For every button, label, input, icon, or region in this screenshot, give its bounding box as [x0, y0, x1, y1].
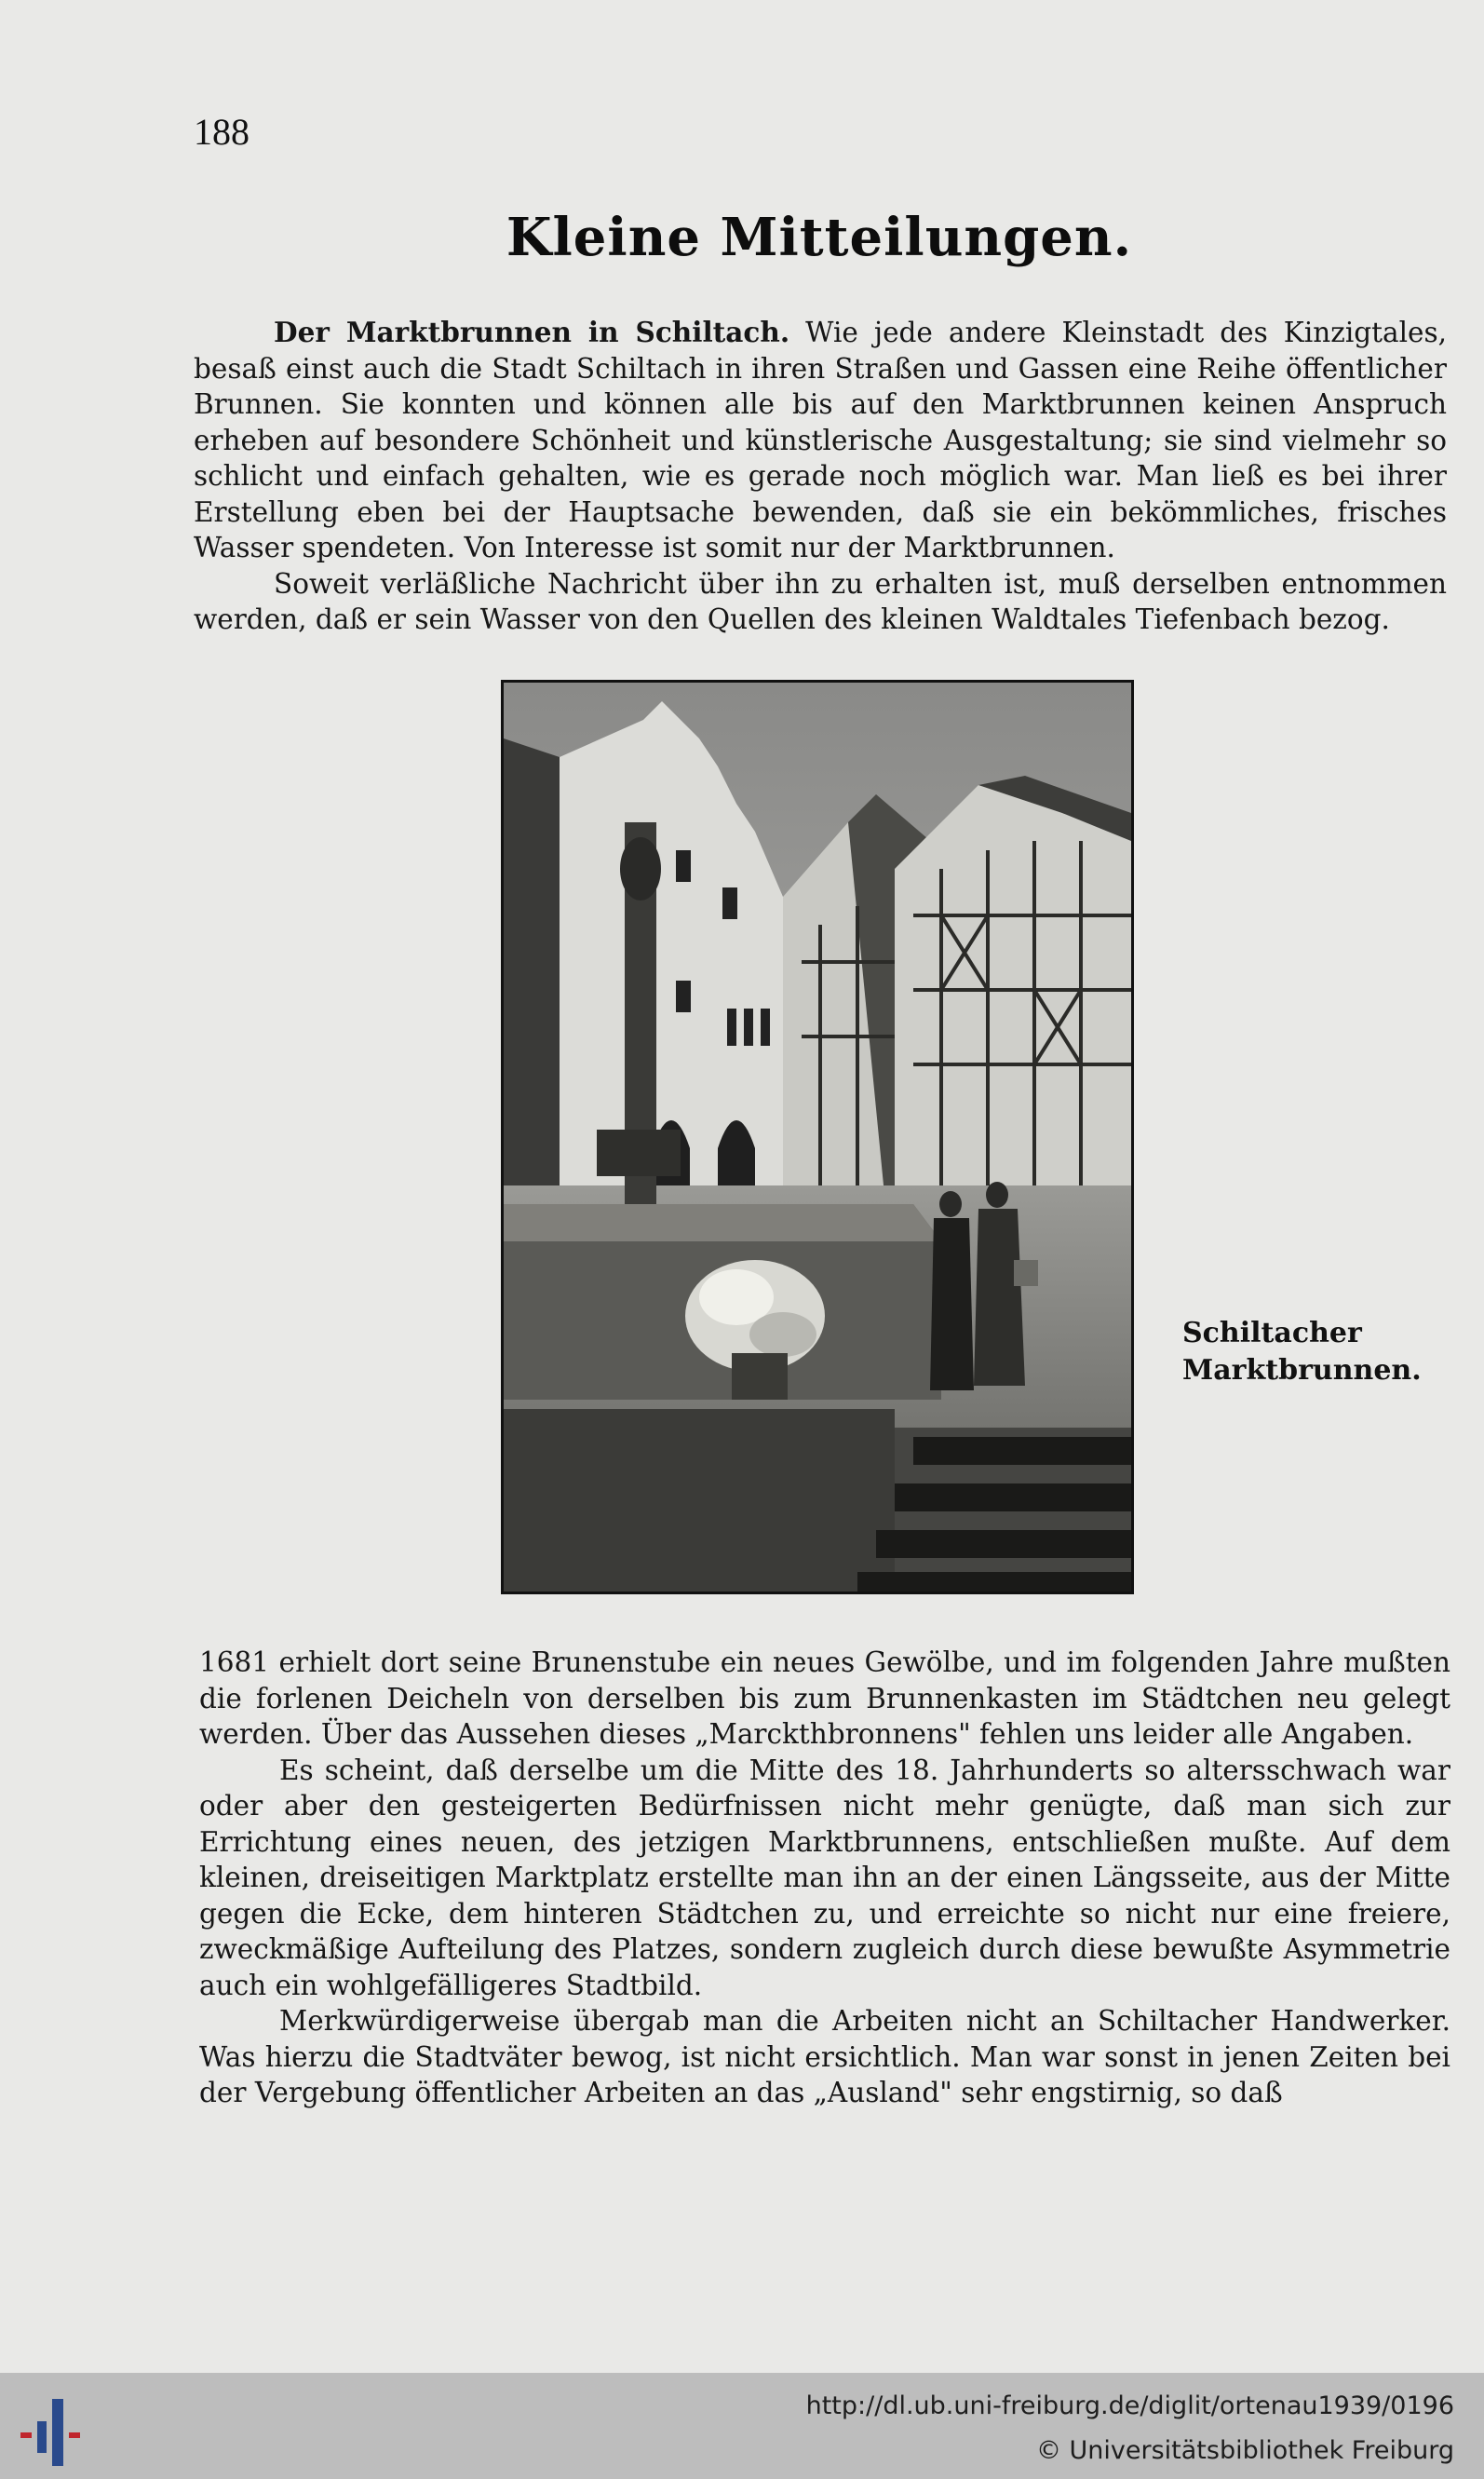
page-number: 188: [194, 111, 250, 153]
photo-illustration: [504, 683, 1131, 1592]
article-paragraph: 1681 erhielt dort seine Brunenstube ein neues Gewölbe, und im folgenden Jahre mußten die forlenen Deicheln von derselben bis zum Brunnenkasten im Städtchen neu gelegt werden. Über das Aussehen dieses „Marckthbronnens" fehlen uns leider alle Angaben.: [199, 1646, 1450, 1750]
section-heading: Kleine Mitteilungen.: [506, 207, 1133, 268]
logo-bar: [69, 2432, 80, 2438]
logo-bar: [37, 2421, 47, 2453]
copyright-notice: © Universitätsbibliothek Freiburg: [1035, 2436, 1454, 2465]
article-paragraph: Es scheint, daß derselbe um die Mitte des 18. Jahrhunderts so altersschwach war oder aber den gesteigerten Bedürfnissen nicht mehr genügte, daß man sich zur Errichtung eines neuen, des jetzigen Marktbrunnens, entschließen mußte. Auf dem kleinen, dreiseitigen Marktplatz erstellte man ihn an der einen Längsseite, aus der Mitte gegen die Ecke, dem hinteren Städtchen zu, und erreichte so nicht nur eine freiere, zweckmäßige Aufteilung des Platzes, sondern zugleich durch diese bewußte Asymmetrie auch ein wohlgefälligeres Stadtbild.: [199, 1754, 1450, 2001]
logo-bar: [20, 2432, 32, 2438]
viewer-footer: [0, 2373, 1484, 2479]
logo-bar: [52, 2399, 63, 2466]
paragraph-text: Wie jede andere Kleinstadt des Kinzigtales, besaß einst auch die Stadt Schiltach in ihren Straßen und Gassen eine Reihe öffentlicher Brunnen. Sie konnten und können alle bis auf den Marktbrunnen keinen Anspruch erheben auf besondere Schönheit und künstlerische Ausgestaltung; sie sind vielmehr so schlicht und einfach gehalten, wie es gerade noch möglich war. Man ließ es bei ihrer Erstellung eben bei der Hauptsache bewenden, daß sie ein bekömmliches, frisches Wasser spendeten. Von Interesse ist somit nur der Marktbrunnen.: [194, 317, 1447, 563]
library-logo-icon: [19, 2393, 93, 2468]
article-paragraph: [194, 315, 1447, 566]
photo-caption: [1182, 1315, 1422, 1389]
caption-line: Marktbrunnen.: [1182, 1354, 1422, 1387]
permalink-url[interactable]: http://dl.ub.uni-freiburg.de/diglit/ortenau1939/0196: [805, 2391, 1454, 2420]
article-paragraph: Soweit verläßliche Nachricht über ihn zu erhalten ist, muß derselben entnommen werden, daß er sein Wasser von den Quellen des kleinen Waldtales Tiefenbach bezog.: [194, 567, 1447, 635]
article-text-bottom: [199, 1645, 1450, 2111]
marketplace-fountain-photo: [501, 680, 1134, 1594]
article-paragraph: Merkwürdigerweise übergab man die Arbeiten nicht an Schiltacher Handwerker. Was hierzu die Stadtväter bewog, ist nicht ersichtlich. Man war sonst in jenen Zeiten bei der Vergebung öffentlicher Arbeiten an das „Ausland" sehr engstirnig, so daß: [199, 2005, 1450, 2108]
article-text-top: [194, 315, 1447, 638]
caption-line: Schiltacher: [1182, 1317, 1362, 1349]
article-lead-title: Der Marktbrunnen in Schiltach.: [274, 316, 790, 348]
